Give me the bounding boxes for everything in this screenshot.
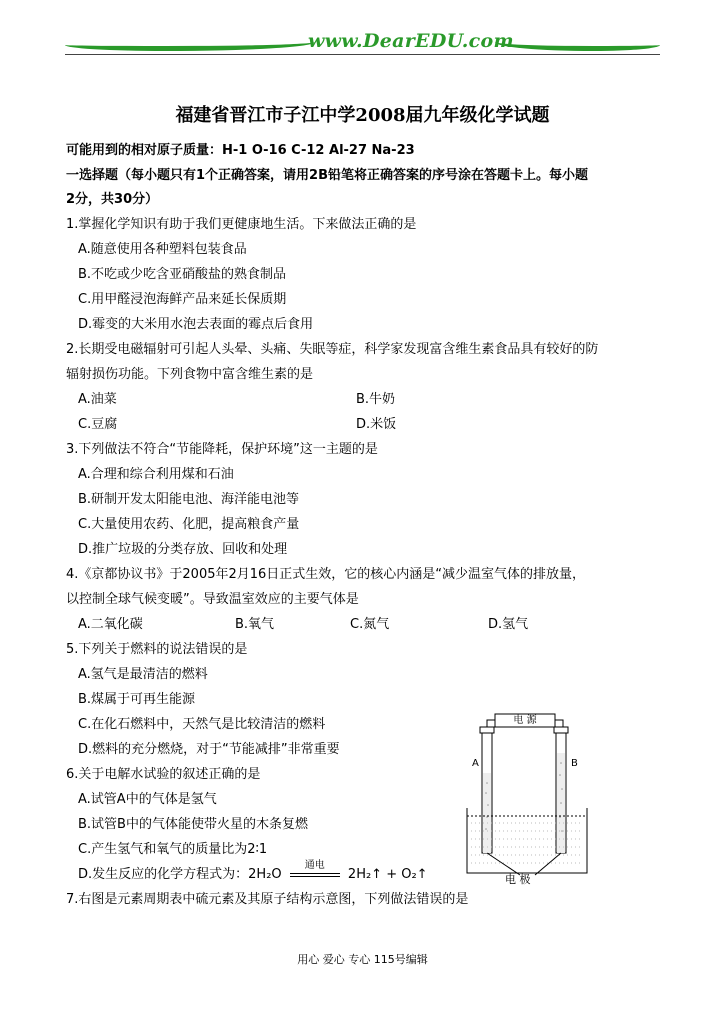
q1-option-c: C.用甲醛浸泡海鲜产品来延长保质期 — [78, 292, 287, 307]
q2-option-d: D.米饭 — [356, 417, 397, 432]
q4-stem-2: 以控制全球气候变暖”。导致温室效应的主要气体是 — [66, 592, 359, 607]
q5-option-d: D.燃料的充分燃烧，对于“节能减排”非常重要 — [78, 742, 340, 757]
q5-stem: 5.下列关于燃料的说法错误的是 — [66, 642, 248, 657]
q6-option-a: A.试管A中的气体是氢气 — [78, 792, 217, 807]
q3-stem: 3.下列做法不符合“节能降耗，保护环境”这一主题的是 — [66, 442, 378, 457]
q2-stem-1: 2.长期受电磁辐射可引起人头晕、头痛、失眠等症，科学家发现富含维生素食品具有较好的防 — [66, 342, 599, 357]
q5-option-a: A.氢气是最清洁的燃料 — [78, 667, 208, 682]
q2-option-b: B.牛奶 — [356, 392, 396, 407]
q6-option-c: C.产生氢气和氧气的质量比为2∶1 — [78, 842, 268, 857]
q4-option-c: C.氮气 — [350, 617, 390, 632]
section-instructions-2: 2分，共30分） — [66, 192, 159, 207]
q3-option-a: A.合理和综合利用煤和石油 — [78, 467, 234, 482]
site-logo-text[interactable]: www.DearEDU.com — [308, 30, 514, 52]
q2-option-c: C.豆腐 — [78, 417, 118, 432]
q1-option-b: B.不吃或少吃含亚硝酸盐的熟食制品 — [78, 267, 287, 282]
page-footer: 用心 爱心 专心 115号编辑 — [297, 953, 428, 966]
green-swoosh-right — [495, 36, 660, 51]
q5-option-c: C.在化石燃料中，天然气是比较清洁的燃料 — [78, 717, 326, 732]
power-source-label: 电 源 — [513, 715, 537, 726]
q1-stem: 1.掌握化学知识有助于我们更健康地生活。下来做法正确的是 — [66, 217, 417, 232]
reaction-condition: 通电 — [304, 860, 325, 871]
atomic-masses: 可能用到的相对原子质量：H-1 O-16 C-12 Al-27 Na-23 — [66, 143, 415, 158]
q1-option-d: D.霉变的大米用水泡去表面的霉点后食用 — [78, 317, 314, 332]
electrode-label: 电 极 — [505, 873, 531, 886]
tube-b-label: B — [571, 758, 578, 769]
q6-option-b: B.试管B中的气体能使带火星的木条复燃 — [78, 817, 308, 832]
q3-option-b: B.研制开发太阳能电池、海洋能电池等 — [78, 492, 300, 507]
site-header — [65, 28, 660, 58]
tube-a-label: A — [472, 758, 479, 769]
q5-option-b: B.煤属于可再生能源 — [78, 692, 196, 707]
q4-stem-1: 4.《京都协议书》于2005年2月16日正式生效，它的核心内涵是“减少温室气体的排放量， — [66, 567, 586, 582]
q6-stem: 6.关于电解水试验的叙述正确的是 — [66, 767, 261, 782]
q4-option-d: D.氢气 — [488, 617, 529, 632]
green-swoosh-left — [65, 36, 315, 51]
section-instructions-1: 一选择题（每小题只有1个正确答案，请用2B铅笔将正确答案的序号涂在答题卡上。每小题 — [66, 168, 589, 183]
page-title: 福建省晋江市子江中学2008届九年级化学试题 — [175, 105, 550, 126]
q3-option-c: C.大量使用农药、化肥，提高粮食产量 — [78, 517, 300, 532]
electrolysis-apparatus-drawing — [465, 713, 590, 885]
header-rule — [65, 54, 660, 55]
q4-option-b: B.氧气 — [235, 617, 275, 632]
q3-option-d: D.推广垃圾的分类存放、回收和处理 — [78, 542, 288, 557]
q1-option-a: A.随意使用各种塑料包装食品 — [78, 242, 247, 257]
q7-stem: 7.右图是元素周期表中硫元素及其原子结构示意图，下列做法错误的是 — [66, 892, 469, 907]
reaction-arrow — [286, 860, 344, 884]
q6-d-prefix: D.发生反应的化学方程式为：2H₂O — [78, 867, 282, 882]
q2-stem-2: 辐射损伤功能。下列食物中富含维生素的是 — [66, 367, 314, 382]
q6-d-products: 2H₂↑ + O₂↑ — [347, 867, 428, 882]
q2-option-a: A.油菜 — [78, 392, 117, 407]
q4-option-a: A.二氧化碳 — [78, 617, 143, 632]
electrolysis-diagram — [465, 713, 590, 885]
q6-option-d — [78, 860, 428, 884]
